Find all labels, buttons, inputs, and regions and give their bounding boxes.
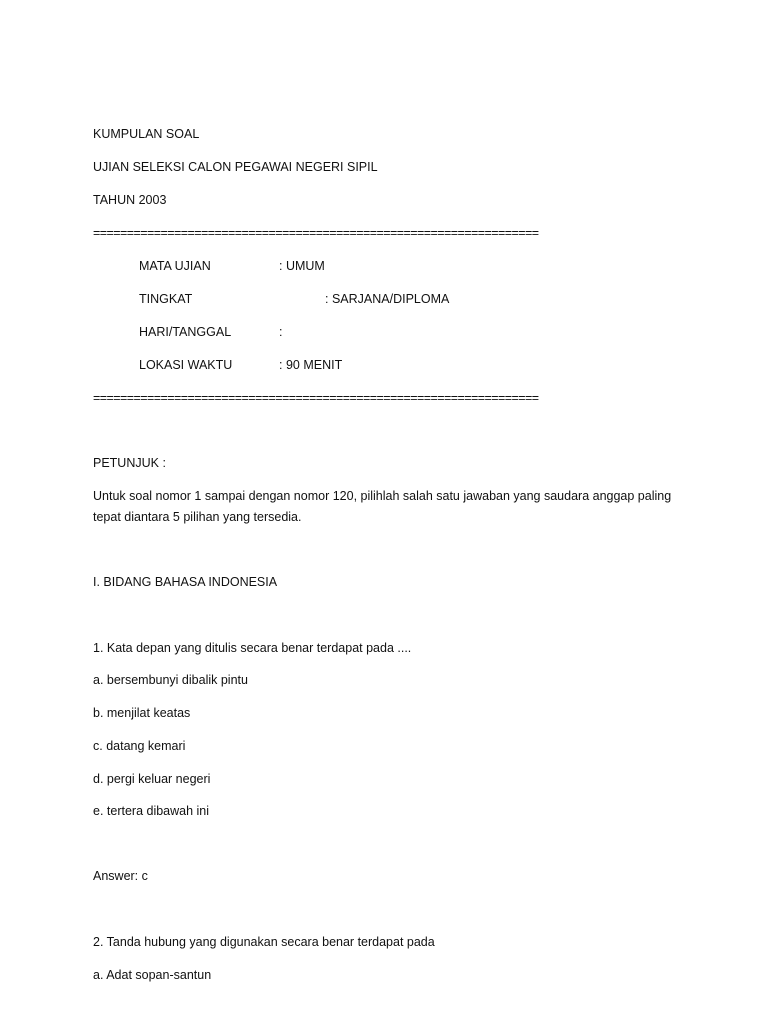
- question-option: e. tertera dibawah ini: [93, 804, 210, 818]
- question-option: a. bersembunyi dibalik pintu: [93, 673, 248, 687]
- exam-info-label-time: LOKASI WAKTU: [139, 358, 233, 372]
- exam-info-value-subject: : UMUM: [279, 259, 325, 273]
- exam-info-value-date: :: [279, 325, 283, 339]
- instructions-text: Untuk soal nomor 1 sampai dengan nomor 120, pilihlah salah satu jawaban yang saudara anggap paling tepat diantara 5 pilihan yang tersedia.: [93, 489, 672, 524]
- divider-top: ==================================================================: [93, 226, 539, 240]
- section-title: I. BIDANG BAHASA INDONESIA: [93, 575, 278, 589]
- exam-info-label-subject: MATA UJIAN: [139, 259, 211, 273]
- document-subtitle: UJIAN SELEKSI CALON PEGAWAI NEGERI SIPIL: [93, 160, 378, 174]
- question-option: a. Adat sopan-santun: [93, 968, 212, 982]
- exam-info-label-level: TINGKAT: [139, 292, 193, 306]
- question-answer: Answer: c: [93, 869, 148, 883]
- exam-info-value-time: : 90 MENIT: [279, 358, 343, 372]
- exam-info-label-date: HARI/TANGGAL: [139, 325, 232, 339]
- question-option: b. menjilat keatas: [93, 706, 191, 720]
- exam-info-value-level: : SARJANA/DIPLOMA: [325, 292, 450, 306]
- document-title: KUMPULAN SOAL: [93, 127, 200, 141]
- question-option: c. datang kemari: [93, 739, 186, 753]
- instructions-heading: PETUNJUK :: [93, 456, 166, 470]
- question-text: 2. Tanda hubung yang digunakan secara benar terdapat pada: [93, 935, 435, 949]
- document-year: TAHUN 2003: [93, 193, 167, 207]
- question-text: 1. Kata depan yang ditulis secara benar terdapat pada ....: [93, 641, 412, 655]
- divider-bottom: ==================================================================: [93, 391, 539, 405]
- question-option: d. pergi keluar negeri: [93, 772, 211, 786]
